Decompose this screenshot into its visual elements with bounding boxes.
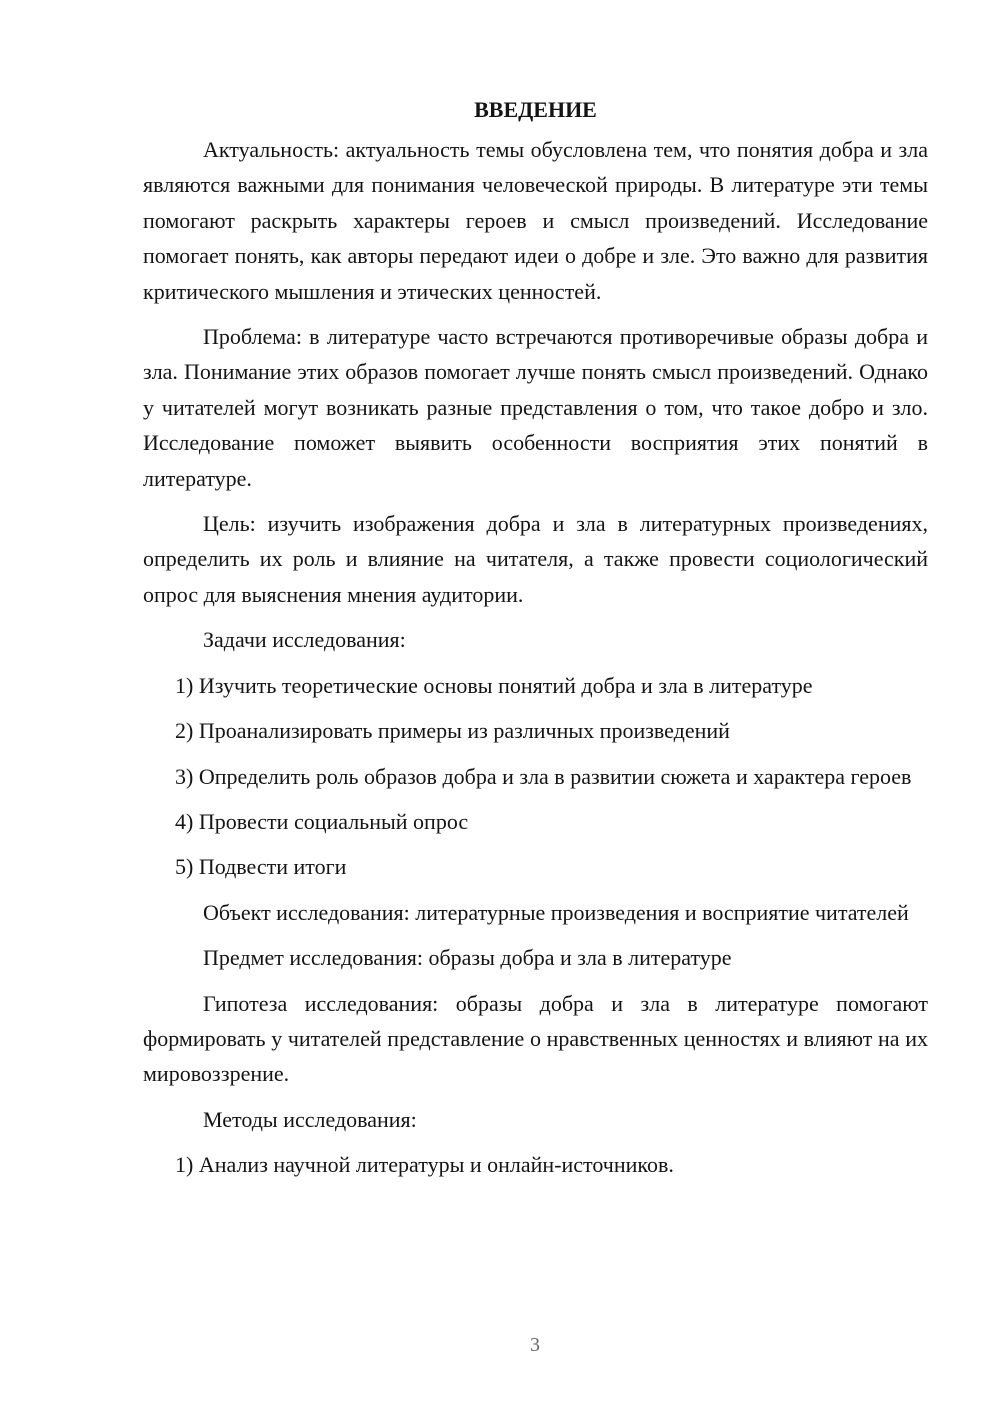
paragraph-subject: Предмет исследования: образы добра и зла в литературе <box>203 945 732 971</box>
methods-heading: Методы исследования: <box>203 1106 417 1132</box>
task-item-4: 4) Провести социальный опрос <box>175 808 469 834</box>
section-title: ВВЕДЕНИЕ <box>474 97 597 122</box>
paragraph-goal: Цель: изучить изображения добра и зла в литературных произведениях, определить их роль и влияние на читателя, а также провести социологический опрос для выяснения мнения аудитории. <box>143 511 928 607</box>
paragraph-problem: Проблема: в литературе часто встречаются противоречивые образы добра и зла. Понимание этих образов помогает лучше понять смысл произведений. Однако у читателей могут возникать разные представления о том, что такое добро и зло. Исследование поможет выявить особенности восприятия этих понятий в литературе. <box>143 324 928 491</box>
method-item-1: 1) Анализ научной литературы и онлайн-источников. <box>175 1152 674 1178</box>
task-item-5: 5) Подвести итоги <box>175 854 347 880</box>
task-item-3: 3) Определить роль образов добра и зла в развитии сюжета и характера героев <box>175 763 912 789</box>
page-number: 3 <box>530 1334 540 1356</box>
paragraph-hypothesis: Гипотеза исследования: образы добра и зла в литературе помогают формировать у читателей представление о нравственных ценностях и влияют на их мировоззрение. <box>143 990 928 1087</box>
task-item-1: 1) Изучить теоретические основы понятий добра и зла в литературе <box>175 672 813 698</box>
paragraph-object: Объект исследования: литературные произведения и восприятие читателей <box>203 899 909 925</box>
tasks-heading: Задачи исследования: <box>203 627 406 653</box>
document-page <box>143 92 928 1193</box>
task-item-2: 2) Проанализировать примеры из различных произведений <box>175 718 730 744</box>
paragraph-relevance: Актуальность: актуальность темы обусловлена тем, что понятия добра и зла являются важными для понимания человеческой природы. В литературе эти темы помогают раскрыть характеры героев и смысл произведений. Исследование помогает понять, как авторы передают идеи о добре и зле. Это важно для развития критического мышления и этических ценностей. <box>143 137 928 304</box>
